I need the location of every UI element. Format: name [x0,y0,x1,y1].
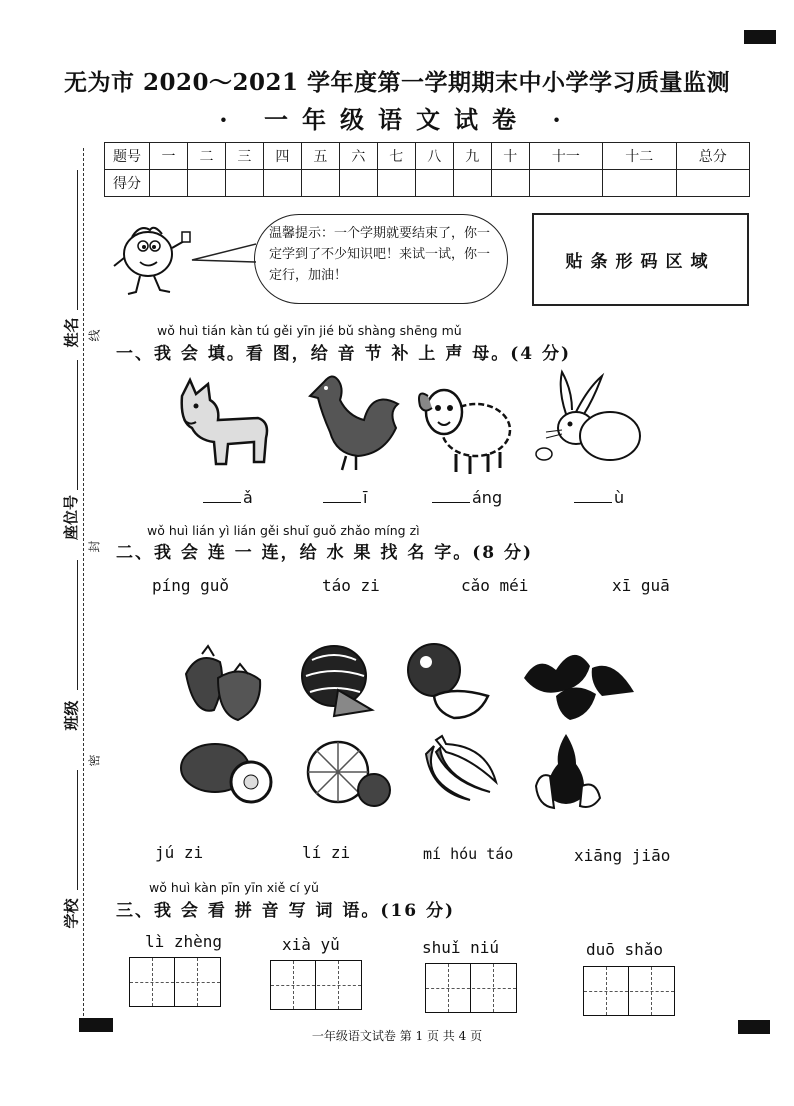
score-cell[interactable] [453,170,491,197]
score-cell[interactable] [301,170,339,197]
section3-title: 三、我 会 看 拼 音 写 词 语。(16 分) [116,901,456,921]
fill-blank-2[interactable] [323,488,367,507]
corner-mark-top-right [744,30,776,44]
table-row [105,143,750,170]
fruit-name-apple[interactable]: píng guǒ [152,576,230,595]
name-field[interactable] [77,170,78,310]
fruit-name-orange[interactable]: jú zi [155,843,204,862]
column-header: 十 [491,143,529,170]
score-cell[interactable] [377,170,415,197]
rabbit-icon [532,370,646,470]
word-pinyin-1: lì zhèng [145,932,223,951]
column-header: 一 [150,143,188,170]
writing-grid-3[interactable] [425,963,517,1013]
cartoon-mascot-icon [110,222,200,302]
fill-blank-3[interactable] [432,488,502,507]
writing-grid-4[interactable] [583,966,675,1016]
section1-title: 一、我 会 填。看 图，给 音 节 补 上 声 母。(4 分) [116,344,572,364]
score-cell[interactable] [676,170,750,197]
blank-suffix: ī [363,488,368,507]
strawberry-icon[interactable] [178,644,270,722]
class-label: 班级 [62,700,81,731]
section2-pinyin: wǒ huì lián yì lián gěi shuǐ guǒ zhǎo míng zì [147,523,420,538]
tip-bubble: 温馨提示：一个学期就要结束了，你一定学到了不少知识吧！来试一试，你一定行，加油！ [254,214,508,304]
apple-icon[interactable] [404,640,494,720]
page-footer: 一年级语文试卷 第 1 页 共 4 页 [311,1029,483,1043]
blank-suffix: ǎ [243,488,253,507]
fill-blank-1[interactable] [203,488,253,507]
score-cell[interactable] [415,170,453,197]
word-pinyin-4: duō shǎo [586,940,664,959]
sheep-icon [410,374,516,478]
speech-bubble-tail [190,240,260,270]
score-cell[interactable] [187,170,225,197]
fill-blank-4[interactable] [574,488,624,507]
exam-title: 无为市 2020～2021 学年度第一学期期末中小学学习质量监测 [63,69,731,96]
section3-pinyin: wǒ huì kàn pīn yīn xiě cí yǔ [149,880,319,895]
kiwi-icon[interactable] [177,738,277,806]
word-pinyin-3: shuǐ niú [422,938,500,957]
name-label: 姓名 [62,317,81,348]
word-pinyin-2: xià yǔ [282,935,340,954]
column-header: 十一 [529,143,602,170]
table-row [105,170,750,197]
score-cell[interactable] [263,170,301,197]
column-header: 六 [339,143,377,170]
class-field[interactable] [77,560,78,690]
horse-icon [172,376,274,472]
column-header: 总分 [676,143,750,170]
seal-label: 封 [87,540,102,553]
rooster-icon [302,370,406,474]
fruit-name-strawberry[interactable]: cǎo méi [461,576,529,595]
binding-dashed-line [83,148,84,1016]
seat-label: 座位号 [62,494,81,541]
orange-icon[interactable] [298,736,394,810]
fruit-name-banana[interactable]: xiāng jiāo [574,846,671,865]
column-header: 七 [377,143,415,170]
score-table [104,142,750,197]
banana-icon[interactable] [406,734,502,804]
fruit-name-watermelon[interactable]: xī guā [612,576,670,595]
line-label: 线 [87,329,102,342]
pear-icon[interactable] [526,730,608,810]
column-header: 十二 [603,143,676,170]
writing-grid-1[interactable] [129,957,221,1007]
score-cell[interactable] [491,170,529,197]
row-label: 题号 [105,143,150,170]
score-cell[interactable] [339,170,377,197]
seat-field[interactable] [77,360,78,490]
blank-suffix: ù [614,488,625,507]
column-header: 八 [415,143,453,170]
barcode-area: 贴条形码区域 [532,213,749,306]
column-header: 二 [187,143,225,170]
score-cell[interactable] [225,170,263,197]
section2-title: 二、我 会 连 一 连，给 水 果 找 名 字。(8 分) [116,543,534,563]
section1-pinyin: wǒ huì tián kàn tú gěi yīn jié bǔ shàng shēng mǔ [157,323,462,338]
exam-subtitle: · 一年级语文试卷 · [219,105,575,134]
fruit-name-kiwi[interactable]: mí hóu táo [423,845,514,863]
school-label: 学校 [62,898,81,929]
secret-label: 密 [87,754,102,767]
column-header: 九 [453,143,491,170]
column-header: 四 [263,143,301,170]
row-label: 得分 [105,170,150,197]
score-cell[interactable] [529,170,602,197]
fruit-name-pear[interactable]: lí zi [302,843,351,862]
score-cell[interactable] [603,170,676,197]
school-field[interactable] [77,770,78,890]
writing-grid-2[interactable] [270,960,362,1010]
watermelon-icon[interactable] [298,640,380,720]
fruit-name-peach[interactable]: táo zi [322,576,380,595]
peach-icon[interactable] [518,636,636,722]
score-cell[interactable] [150,170,188,197]
blank-suffix: áng [472,488,503,507]
column-header: 三 [225,143,263,170]
column-header: 五 [301,143,339,170]
